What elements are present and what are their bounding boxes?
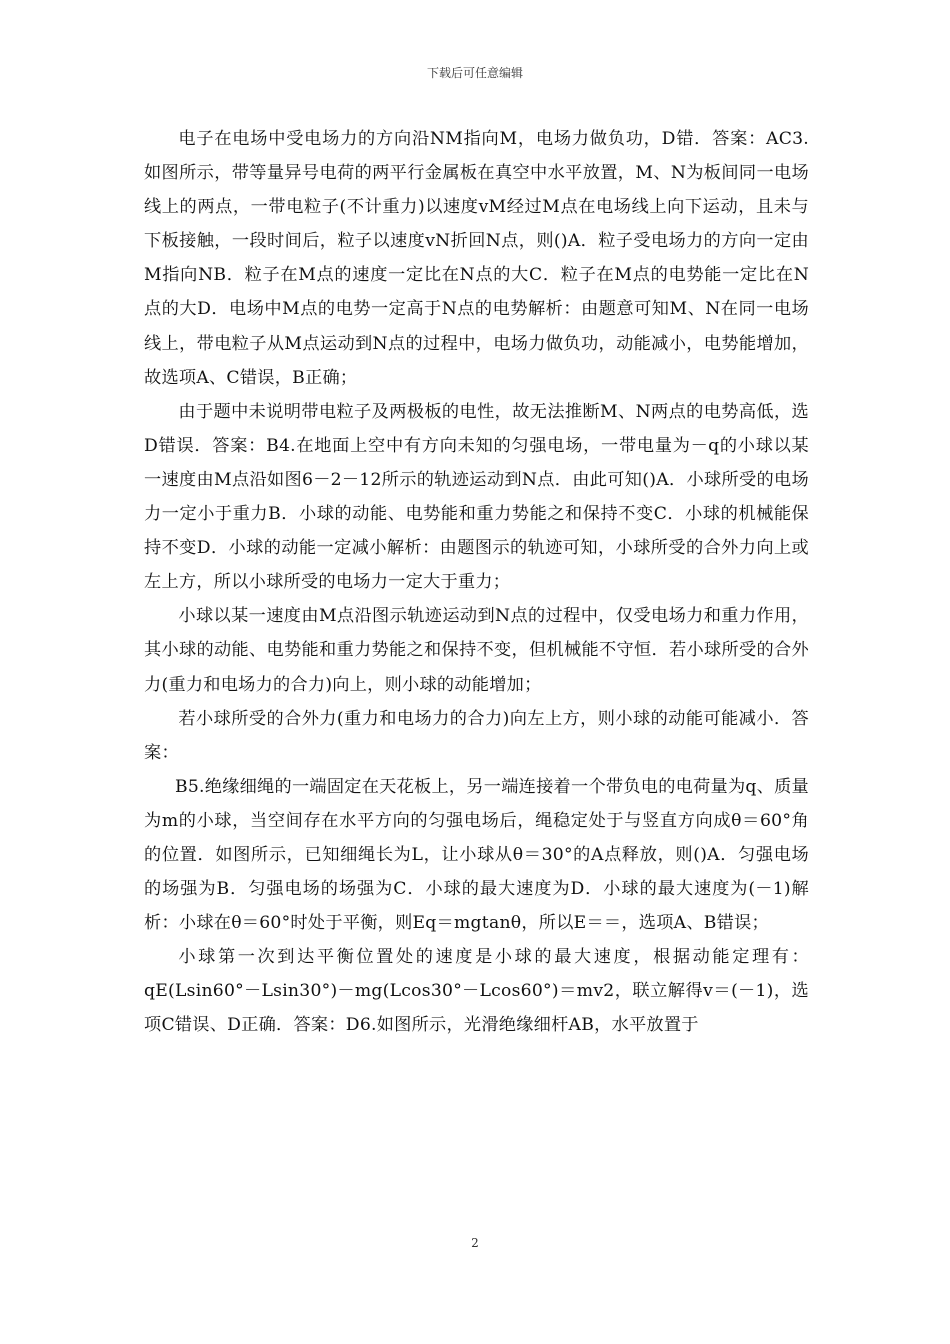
page-number: 2 bbox=[471, 1236, 479, 1250]
paragraph: 由于题中未说明带电粒子及两极板的电性，故无法推断M、N两点的电势高低，选D错误．答案：B4.在地面上空中有方向未知的匀强电场，一带电量为－q的小球以某一速度由M点沿如图6－2－12所示的轨迹运动到N点．由此可知()A．小球所受的电场力一定小于重力B．小球的动能、电势能和重力势能之和保持不变C．小球的机械能保持不变D．小球的动能一定减小解析：由题图示的轨迹可知，小球所受的合外力向上或左上方，所以小球所受的电场力一定大于重力； bbox=[144, 401, 809, 593]
paragraph: B5.绝缘细绳的一端固定在天花板上，另一端连接着一个带负电的电荷量为q、质量为m的小球，当空间存在水平方向的匀强电场后，绳稳定处于与竖直方向成θ＝60°角的位置．如图所示，已知细绳长为L，让小球从θ＝30°的A点释放，则()A．匀强电场的场强为B．匀强电场的场强为C．小球的最大速度为D．小球的最大速度为(－1)解析：小球在θ＝60°时处于平衡，则Eq＝mgtanθ，所以E＝＝，选项A、B错误； bbox=[144, 776, 809, 934]
paragraph: 小球以某一速度由M点沿图示轨迹运动到N点的过程中，仅受电场力和重力作用，其小球的动能、电势能和重力势能之和保持不变，但机械能不守恒．若小球所受的合外力(重力和电场力的合力)向上，则小球的动能增加； bbox=[144, 606, 809, 695]
paragraph: 若小球所受的合外力(重力和电场力的合力)向左上方，则小球的动能可能减小．答案： bbox=[144, 708, 809, 763]
paragraph: 小球第一次到达平衡位置处的速度是小球的最大速度，根据动能定理有：qE(Lsin60°－Lsin30°)－mg(Lcos30°－Lcos60°)＝mv2，联立解得v＝(－1)，选项C错误、D正确．答案：D6.如图所示，光滑绝缘细杆AB，水平放置于 bbox=[144, 947, 809, 1036]
page-header: 下载后可任意编辑 bbox=[426, 66, 523, 80]
document-body bbox=[144, 122, 809, 1043]
paragraph: 电子在电场中受电场力的方向沿NM指向M，电场力做负功，D错．答案：AC3.如图所示，带等量异号电荷的两平行金属板在真空中水平放置，M、N为板间同一电场线上的两点，一带电粒子(不计重力)以速度vM经过M点在电场线上向下运动，且未与下板接触，一段时间后，粒子以速度vN折回N点，则()A．粒子受电场力的方向一定由M指向NB．粒子在M点的速度一定比在N点的大C．粒子在M点的电势能一定比在N点的大D．电场中M点的电势一定高于N点的电势解析：由题意可知M、N在同一电场线上，带电粒子从M点运动到N点的过程中，电场力做负功，动能减小，电势能增加，故选项A、C错误，B正确； bbox=[144, 129, 809, 388]
